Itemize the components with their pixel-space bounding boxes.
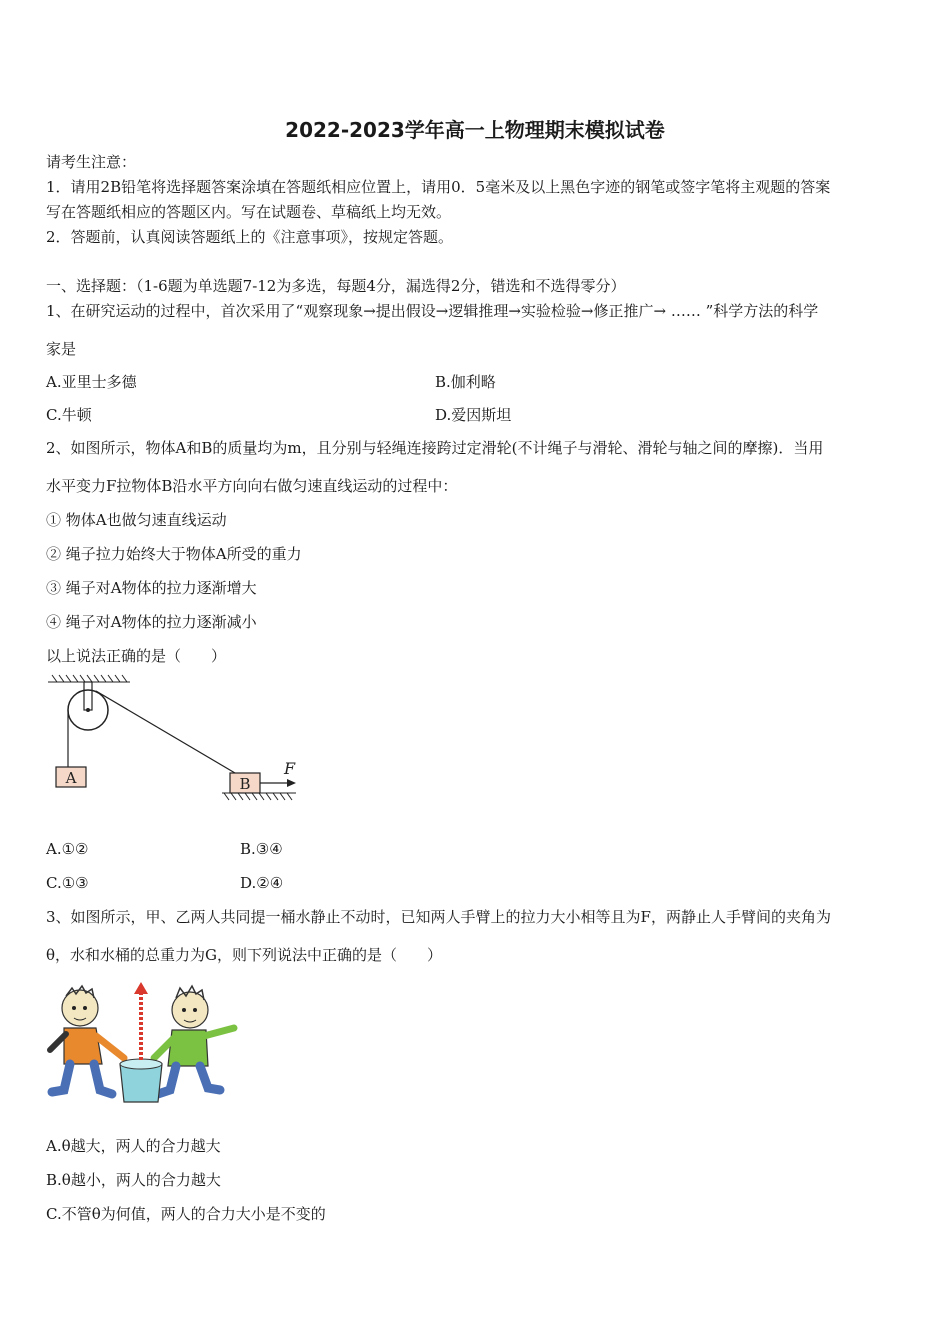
q2-option-d: D.②④	[240, 874, 284, 892]
section-heading: 一、选择题：（1-6题为单选题7-12为多选，每题4分，漏选得2分，错选和不选得零分）	[46, 277, 626, 295]
force-arrow-head	[287, 779, 296, 787]
q2-statement-3: ③ 绳子对A物体的拉力逐渐增大	[46, 579, 257, 597]
q2-statement-2: ② 绳子拉力始终大于物体A所受的重力	[46, 545, 302, 563]
block-a-label: A	[65, 769, 77, 787]
q2-stem-line-1: 2、如图所示，物体A和B的质量均为m，且分别与轻绳连接跨过定滑轮(不计绳子与滑轮、滑轮与轴之间的摩擦)．当用	[46, 439, 824, 457]
q2-statement-1: ① 物体A也做匀速直线运动	[46, 511, 227, 529]
q1-option-c: C.牛顿	[46, 406, 92, 424]
q3-stem-line-2: θ，水和水桶的总重力为G，则下列说法中正确的是（ ）	[46, 946, 443, 964]
q3-option-a: A.θ越大，两人的合力越大	[46, 1137, 221, 1155]
bucket-illustration	[44, 978, 244, 1110]
bucket	[120, 1059, 162, 1102]
pulley-mount	[84, 682, 92, 710]
person-left	[50, 986, 124, 1094]
ceiling-hatch	[48, 675, 130, 682]
q3-stem-line-1: 3、如图所示，甲、乙两人共同提一桶水静止不动时，已知两人手臂上的拉力大小相等且为F，两静止人手臂间的夹角为	[46, 908, 831, 926]
notice-item-1-line-2: 写在答题纸相应的答题区内。写在试题卷、草稿纸上均无效。	[46, 203, 452, 221]
pulley-diagram	[40, 672, 310, 807]
q2-option-b: B.③④	[240, 840, 283, 858]
q1-stem-line-1: 1、在研究运动的过程中，首次采用了“观察现象→提出假设→逻辑推理→实验检验→修正推广→ …… ”科学方法的科学	[46, 302, 819, 320]
pulley-axle	[86, 708, 90, 712]
q3-option-c: C.不管θ为何值，两人的合力大小是不变的	[46, 1205, 326, 1223]
notice-heading: 请考生注意：	[46, 153, 137, 171]
q3-option-b: B.θ越小，两人的合力越大	[46, 1171, 221, 1189]
q1-option-b: B.伽利略	[435, 373, 496, 391]
q2-option-a: A.①②	[46, 840, 89, 858]
q2-question: 以上说法正确的是（ ）	[46, 647, 227, 665]
rope-to-b	[96, 691, 235, 773]
q1-option-a: A.亚里士多德	[46, 373, 137, 391]
block-b-label: B	[239, 775, 251, 793]
q2-statement-4: ④ 绳子对A物体的拉力逐渐减小	[46, 613, 257, 631]
resultant-force-arrow	[134, 982, 148, 1060]
notice-item-1-line-1: 1．请用2B铅笔将选择题答案涂填在答题纸相应位置上，请用0．5毫米及以上黑色字迹的钢笔或签字笔将主观题的答案	[46, 178, 831, 196]
q1-option-d: D.爱因斯坦	[435, 406, 512, 424]
notice-item-2: 2．答题前，认真阅读答题纸上的《注意事项》，按规定答题。	[46, 228, 454, 246]
person-right	[154, 986, 234, 1094]
q2-option-c: C.①③	[46, 874, 89, 892]
q2-stem-line-2: 水平变力F拉物体B沿水平方向向右做匀速直线运动的过程中：	[46, 477, 458, 495]
q1-stem-line-2: 家是	[46, 340, 77, 358]
page-title: 2022-2023学年高一上物理期末模拟试卷	[285, 118, 665, 142]
floor-hatch	[222, 793, 296, 800]
force-label: F	[284, 759, 296, 778]
